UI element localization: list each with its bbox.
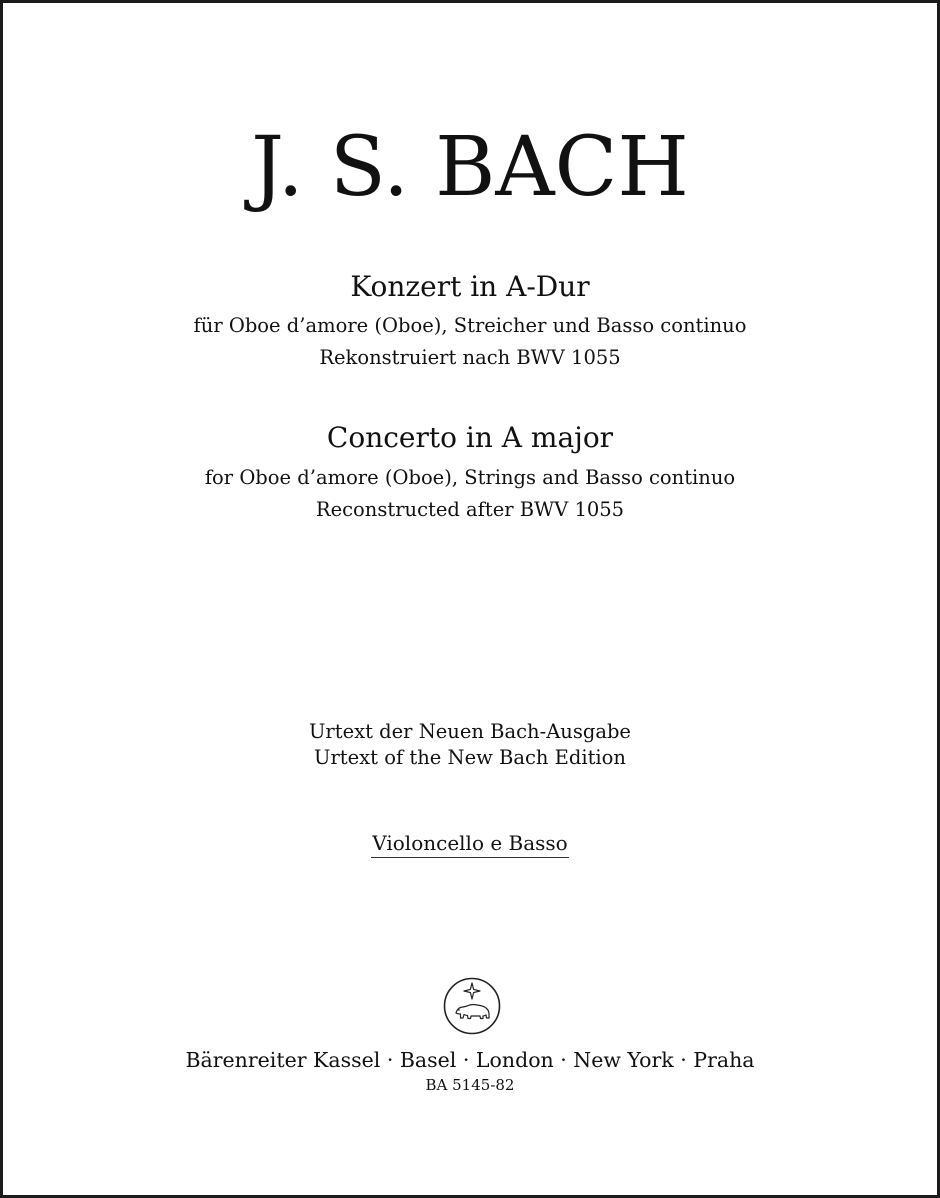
part-name-text: Violoncello e Basso: [371, 833, 568, 858]
reconstruction-english: Reconstructed after BWV 1055: [315, 498, 625, 521]
edition-german: Urtext der Neuen Bach-Ausgabe: [309, 720, 631, 743]
instrumentation-german: für Oboe d’amore (Oboe), Streicher und Basso continuo: [193, 314, 747, 337]
publisher-imprint: Bärenreiter Kassel · Basel · London · New York · Praha: [185, 1048, 755, 1072]
baerenreiter-bear-star-logo-icon: [442, 976, 502, 1036]
part-name: [3, 833, 937, 858]
instrumentation-english: for Oboe d’amore (Oboe), Strings and Basso continuo: [204, 466, 736, 489]
catalog-number: BA 5145-82: [425, 1076, 515, 1094]
title-german: Konzert in A-Dur: [350, 270, 590, 303]
edition-english: Urtext of the New Bach Edition: [314, 746, 626, 769]
reconstruction-german: Rekonstruiert nach BWV 1055: [319, 346, 621, 369]
title-english: Concerto in A major: [326, 421, 614, 454]
composer-name: J. S. BACH: [251, 120, 689, 215]
